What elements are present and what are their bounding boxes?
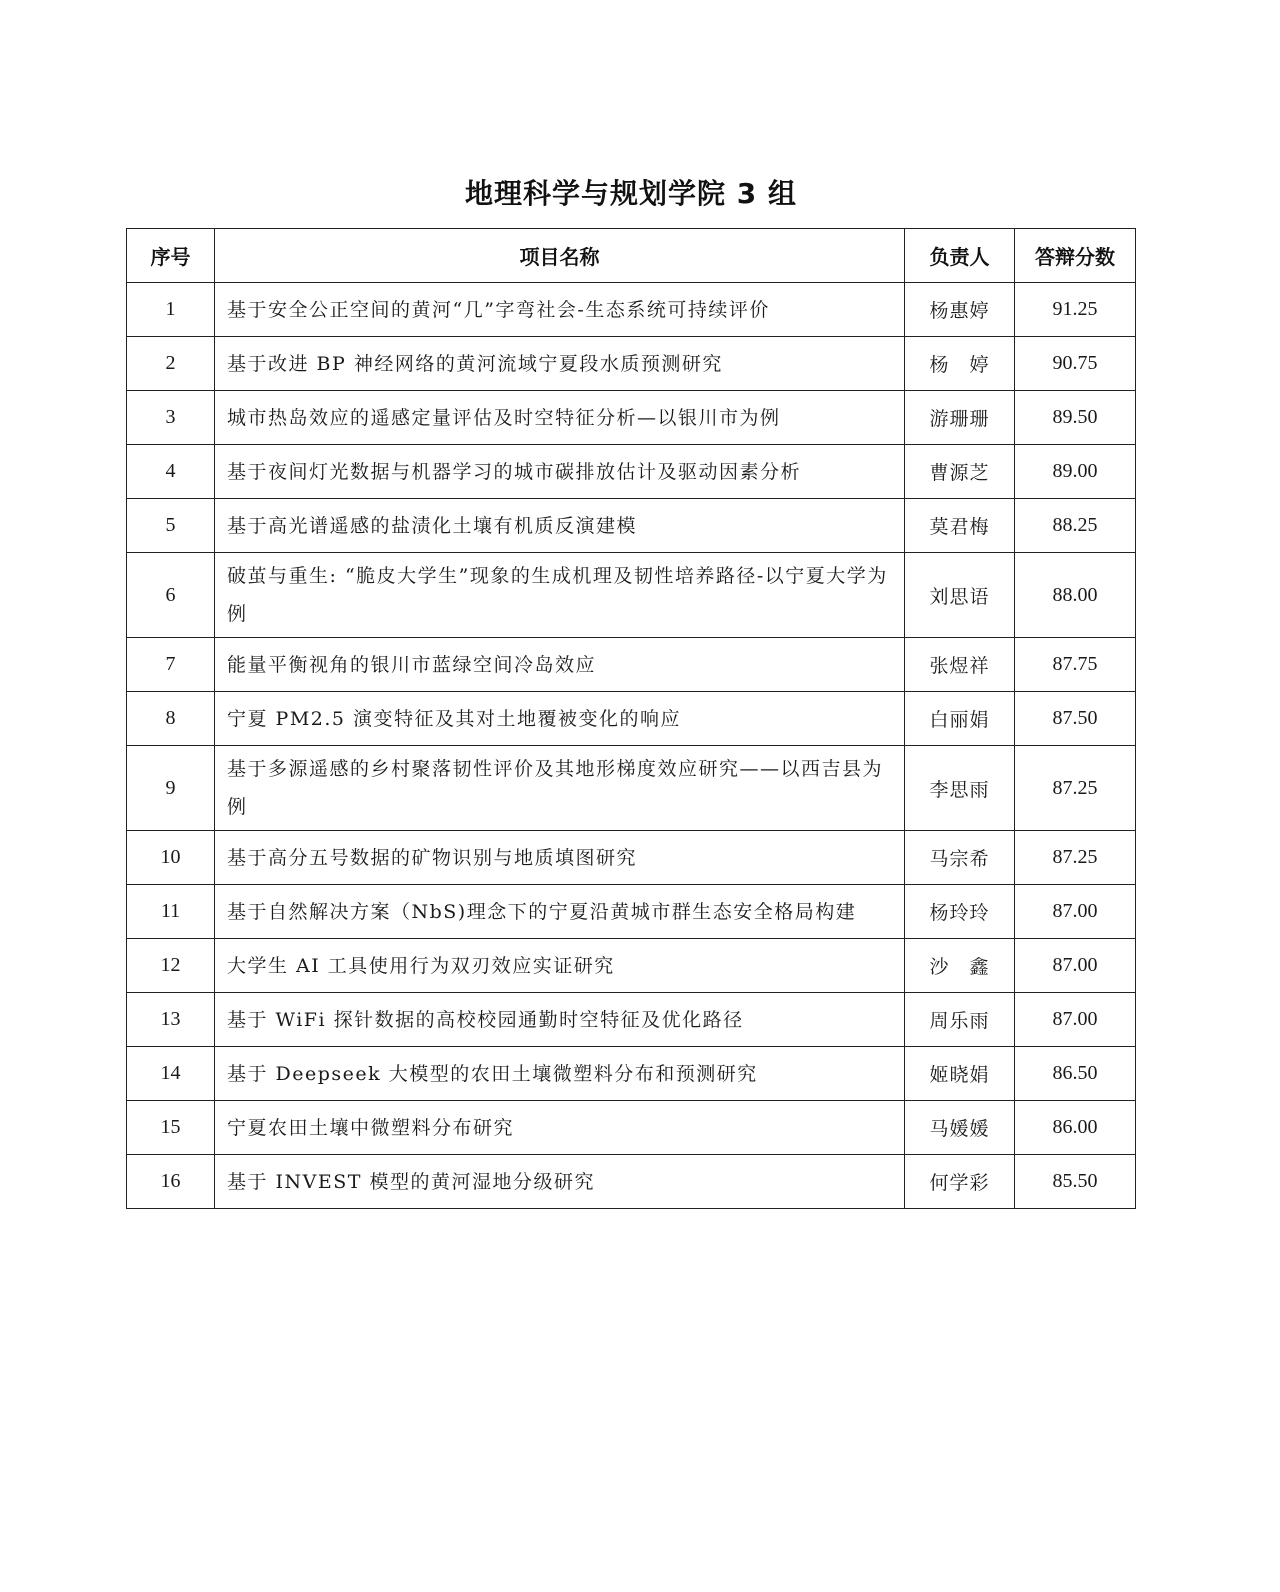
row-leader: 姬晓娟 (905, 1047, 1015, 1101)
row-leader: 曹源芝 (905, 445, 1015, 499)
row-project-name: 能量平衡视角的银川市蓝绿空间冷岛效应 (215, 638, 905, 692)
table-row (127, 939, 1136, 993)
row-seq: 8 (127, 692, 215, 746)
row-score: 87.25 (1015, 746, 1136, 831)
row-leader: 沙 鑫 (905, 939, 1015, 993)
table-row (127, 885, 1136, 939)
row-leader: 马宗希 (905, 831, 1015, 885)
row-score: 86.00 (1015, 1101, 1136, 1155)
row-seq: 10 (127, 831, 215, 885)
row-leader: 周乐雨 (905, 993, 1015, 1047)
row-project-name: 基于高分五号数据的矿物识别与地质填图研究 (215, 831, 905, 885)
row-score: 87.00 (1015, 939, 1136, 993)
row-seq: 4 (127, 445, 215, 499)
row-project-name: 基于多源遥感的乡村聚落韧性评价及其地形梯度效应研究——以西吉县为例 (215, 746, 905, 831)
row-project-name: 基于高光谱遥感的盐渍化土壤有机质反演建模 (215, 499, 905, 553)
row-seq: 6 (127, 553, 215, 638)
table-row (127, 993, 1136, 1047)
table-row (127, 1101, 1136, 1155)
header-seq: 序号 (127, 229, 215, 283)
header-leader: 负责人 (905, 229, 1015, 283)
row-score: 87.00 (1015, 993, 1136, 1047)
table-row (127, 337, 1136, 391)
table-row (127, 746, 1136, 831)
row-seq: 15 (127, 1101, 215, 1155)
row-leader: 马媛媛 (905, 1101, 1015, 1155)
row-project-name: 基于自然解决方案（NbS)理念下的宁夏沿黄城市群生态安全格局构建 (215, 885, 905, 939)
row-seq: 14 (127, 1047, 215, 1101)
table-row (127, 1155, 1136, 1209)
row-project-name: 宁夏农田土壤中微塑料分布研究 (215, 1101, 905, 1155)
row-project-name: 基于安全公正空间的黄河“几”字弯社会-生态系统可持续评价 (215, 283, 905, 337)
table-row (127, 1047, 1136, 1101)
row-project-name: 破茧与重生: “脆皮大学生”现象的生成机理及韧性培养路径-以宁夏大学为例 (215, 553, 905, 638)
row-project-name: 大学生 AI 工具使用行为双刃效应实证研究 (215, 939, 905, 993)
row-seq: 11 (127, 885, 215, 939)
table-row (127, 553, 1136, 638)
row-score: 87.50 (1015, 692, 1136, 746)
header-project-name: 项目名称 (215, 229, 905, 283)
score-table (126, 228, 1136, 1209)
row-leader: 白丽娟 (905, 692, 1015, 746)
row-leader: 游珊珊 (905, 391, 1015, 445)
row-score: 87.25 (1015, 831, 1136, 885)
row-seq: 1 (127, 283, 215, 337)
row-seq: 5 (127, 499, 215, 553)
row-score: 89.00 (1015, 445, 1136, 499)
row-project-name: 基于夜间灯光数据与机器学习的城市碳排放估计及驱动因素分析 (215, 445, 905, 499)
row-project-name: 城市热岛效应的遥感定量评估及时空特征分析—以银川市为例 (215, 391, 905, 445)
table-row (127, 638, 1136, 692)
row-seq: 7 (127, 638, 215, 692)
row-seq: 16 (127, 1155, 215, 1209)
row-score: 86.50 (1015, 1047, 1136, 1101)
row-leader: 杨玲玲 (905, 885, 1015, 939)
row-seq: 13 (127, 993, 215, 1047)
table-row (127, 831, 1136, 885)
row-leader: 杨 婷 (905, 337, 1015, 391)
header-score: 答辩分数 (1015, 229, 1136, 283)
row-score: 90.75 (1015, 337, 1136, 391)
table-row (127, 283, 1136, 337)
row-leader: 刘思语 (905, 553, 1015, 638)
row-score: 87.75 (1015, 638, 1136, 692)
row-score: 88.25 (1015, 499, 1136, 553)
row-score: 85.50 (1015, 1155, 1136, 1209)
row-leader: 何学彩 (905, 1155, 1015, 1209)
row-score: 91.25 (1015, 283, 1136, 337)
row-seq: 2 (127, 337, 215, 391)
row-project-name: 基于 WiFi 探针数据的高校校园通勤时空特征及优化路径 (215, 993, 905, 1047)
row-leader: 杨惠婷 (905, 283, 1015, 337)
row-project-name: 基于 INVEST 模型的黄河湿地分级研究 (215, 1155, 905, 1209)
table-row (127, 499, 1136, 553)
row-project-name: 基于 Deepseek 大模型的农田土壤微塑料分布和预测研究 (215, 1047, 905, 1101)
row-score: 87.00 (1015, 885, 1136, 939)
row-project-name: 宁夏 PM2.5 演变特征及其对土地覆被变化的响应 (215, 692, 905, 746)
row-seq: 9 (127, 746, 215, 831)
table-row (127, 692, 1136, 746)
row-leader: 张煜祥 (905, 638, 1015, 692)
table-header-row (127, 229, 1136, 283)
page-title: 地理科学与规划学院 3 组 (465, 177, 797, 210)
row-seq: 12 (127, 939, 215, 993)
row-score: 89.50 (1015, 391, 1136, 445)
row-seq: 3 (127, 391, 215, 445)
row-project-name: 基于改进 BP 神经网络的黄河流域宁夏段水质预测研究 (215, 337, 905, 391)
row-score: 88.00 (1015, 553, 1136, 638)
table-row (127, 391, 1136, 445)
row-leader: 莫君梅 (905, 499, 1015, 553)
table-row (127, 445, 1136, 499)
row-leader: 李思雨 (905, 746, 1015, 831)
